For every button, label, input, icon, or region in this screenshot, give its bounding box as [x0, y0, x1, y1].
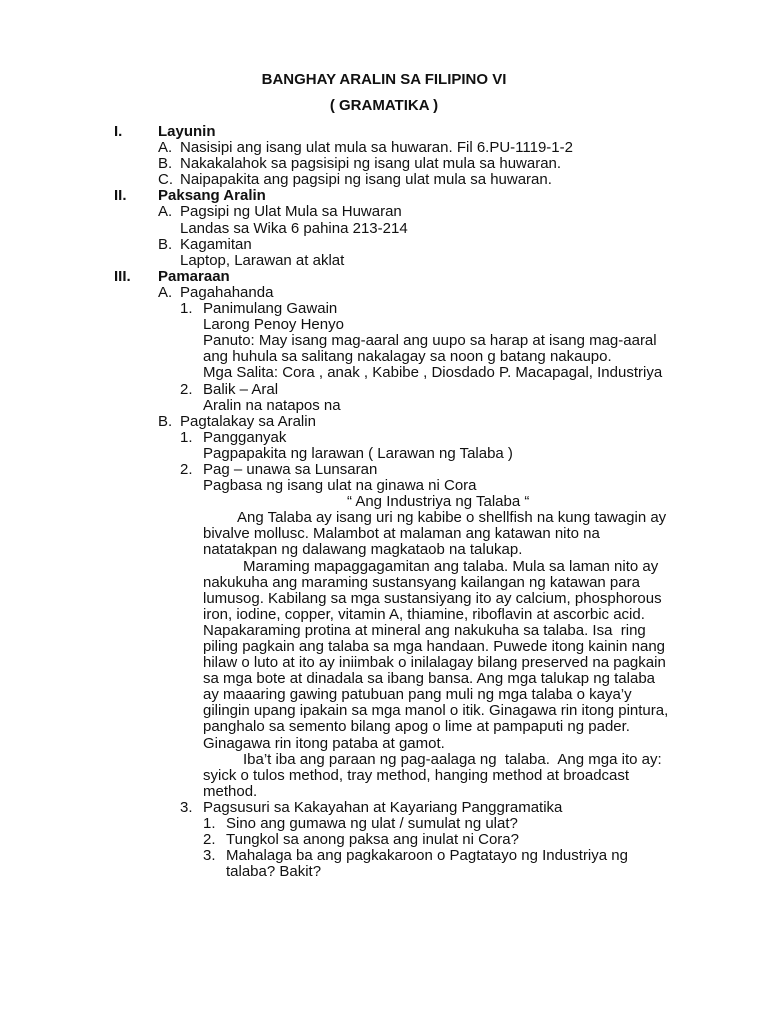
document-title: BANGHAY ARALIN SA FILIPINO VI [261, 71, 507, 88]
procedure-step [0, 301, 768, 317]
detail-text: Mga Salita: Cora , anak , Kabibe , Diosdado P. Macapagal, Industriya [203, 364, 663, 382]
item-detail [0, 253, 768, 269]
section-numeral: II. [114, 187, 127, 205]
report-text: ay maaaring gawing patubuan pang muli ng mga talaba o kaya’y [203, 686, 632, 704]
objective-item [0, 156, 768, 172]
report-line [0, 526, 768, 542]
item-text: Nasisipi ang isang ulat mula sa huwaran. Fil 6.PU-1119-1-2 [180, 139, 573, 157]
report-text: syick o tulos method, tray method, hanging method at broadcast [203, 766, 630, 784]
question-marker: 3. [203, 847, 216, 865]
step-marker: 3. [180, 798, 193, 816]
report-line [0, 687, 768, 703]
step-detail [0, 478, 768, 494]
report-line [0, 752, 768, 768]
objective-item [0, 172, 768, 188]
question-text: talaba? Bakit? [226, 863, 322, 881]
report-line [0, 623, 768, 639]
step-detail [0, 349, 768, 365]
report-line [0, 639, 768, 655]
item-marker: B. [158, 235, 173, 253]
report-text: iron, iodine, copper, vitamin A, thiamine, riboflavin at ascorbic acid. [203, 605, 645, 623]
detail-text: Landas sa Wika 6 pahina 213-214 [180, 219, 408, 237]
step-marker: 1. [180, 300, 193, 318]
report-text: bivalve mollusc. Malambot at malaman ang katawan nito na [203, 525, 600, 543]
report-text: Ang Talaba ay isang uri ng kabibe o shellfish na kung tawagin ay [237, 509, 667, 527]
report-line [0, 703, 768, 719]
question-marker: 2. [203, 831, 216, 849]
report-line [0, 510, 768, 526]
procedure-step [0, 430, 768, 446]
detail-text: Laptop, Larawan at aklat [180, 251, 345, 269]
document-subtitle: ( GRAMATIKA ) [329, 97, 439, 114]
detail-text: Pagbasa ng isang ulat na ginawa ni Cora [203, 477, 477, 495]
section-heading: Pamaraan [158, 267, 230, 285]
item-text: Pagsipi ng Ulat Mula sa Huwaran [180, 203, 402, 221]
step-text: Panimulang Gawain [203, 300, 338, 318]
procedure-item [0, 285, 768, 301]
step-text: Pag – unawa sa Lunsaran [203, 460, 378, 478]
procedure-item [0, 414, 768, 430]
item-text: Kagamitan [180, 235, 252, 253]
step-detail [0, 365, 768, 381]
procedure-step [0, 382, 768, 398]
report-text: hilaw o luto at ito ay iniimbak o inilalagay bilang preserved na pagkain [203, 654, 666, 672]
item-text: Pagtalakay sa Aralin [180, 412, 316, 430]
report-text: panghalo sa semento bilang apog o lime at pampaputi ng pader. [203, 718, 630, 736]
question-text: Mahalaga ba ang pagkakaroon o Pagtatayo ng Industriya ng [226, 847, 628, 865]
question-text: Sino ang gumawa ng ulat / sumulat ng ulat? [226, 815, 518, 833]
step-text: Pagsusuri sa Kakayahan at Kayariang Panggramatika [203, 798, 563, 816]
report-line [0, 575, 768, 591]
item-marker: A. [158, 203, 173, 221]
section-heading-row [0, 269, 768, 285]
item-marker: A. [158, 283, 173, 301]
step-marker: 2. [180, 380, 193, 398]
objective-item [0, 140, 768, 156]
section-heading: Layunin [158, 123, 216, 140]
item-text: Pagahahanda [180, 283, 274, 301]
procedure-step [0, 462, 768, 478]
report-text: piling pagkain ang talaba sa mga handaan. Puwede itong kainin nang [203, 638, 666, 655]
question-item [0, 816, 768, 832]
item-text: Nakakalahok sa pagsisipi ng isang ulat mula sa huwaran. [180, 155, 562, 173]
step-detail [0, 333, 768, 349]
section-numeral: III. [114, 267, 131, 285]
report-text: gilingin upang ipakain sa mga manol o itik. Ginagawa rin itong pintura, [203, 702, 669, 720]
report-line [0, 671, 768, 687]
detail-text: Panuto: May isang mag-aaral ang uupo sa harap at isang mag-aaral [203, 332, 657, 350]
question-text: Tungkol sa anong paksa ang inulat ni Cora? [226, 831, 519, 849]
question-continuation [0, 864, 768, 880]
report-line [0, 591, 768, 607]
report-line [0, 736, 768, 752]
report-text: Maraming mapaggagamitan ang talaba. Mula sa laman nito ay [243, 557, 659, 575]
item-marker: B. [158, 412, 173, 430]
section-numeral: I. [114, 123, 123, 140]
procedure-step [0, 800, 768, 816]
step-marker: 2. [180, 460, 193, 478]
step-text: Balik – Aral [203, 380, 279, 398]
report-line [0, 607, 768, 623]
report-line [0, 655, 768, 671]
report-text: Napakaraming protina at mineral ang nakukuha sa talaba. Isa ring [203, 621, 646, 639]
question-item [0, 848, 768, 864]
report-text: Iba’t iba ang paraan ng pag-aalaga ng talaba. Ang mga ito ay: [243, 750, 662, 768]
section-heading: Paksang Aralin [158, 187, 266, 205]
detail-text: Aralin na natapos na [203, 396, 341, 414]
question-marker: 1. [203, 815, 216, 833]
detail-text: ang huhula sa salitang nakalagay sa noon g batang nakaupo. [203, 348, 612, 366]
report-line [0, 559, 768, 575]
report-text: method. [203, 782, 258, 800]
section-heading-row [0, 188, 768, 204]
item-detail [0, 221, 768, 237]
report-title: “ Ang Industriya ng Talaba “ [347, 493, 530, 511]
report-line [0, 542, 768, 558]
report-title-row [0, 494, 768, 510]
subject-item [0, 237, 768, 253]
section-heading-row [0, 124, 768, 140]
step-detail [0, 446, 768, 462]
item-marker: B. [158, 155, 173, 173]
detail-text: Pagpapakita ng larawan ( Larawan ng Talaba ) [203, 444, 513, 462]
step-detail [0, 398, 768, 414]
report-line [0, 719, 768, 735]
step-marker: 1. [180, 428, 193, 446]
report-line [0, 768, 768, 784]
step-text: Pangganyak [203, 428, 287, 446]
detail-text: Larong Penoy Henyo [203, 316, 344, 334]
subject-item [0, 204, 768, 220]
report-text: lumusog. Kabilang sa mga sustansiyang ito ay calcium, phosphorous [203, 589, 662, 607]
report-text: natatakpan ng dalawang magkataob na talukap. [203, 541, 523, 559]
report-text: nakukuha ang maraming sustansyang kailangan ng katawan para [203, 573, 640, 591]
question-item [0, 832, 768, 848]
step-detail [0, 317, 768, 333]
item-marker: A. [158, 139, 173, 157]
item-marker: C. [158, 171, 173, 189]
report-text: sa mga bote at dinadala sa ibang bansa. Ang mga talukap ng talaba [203, 670, 655, 688]
document-body [0, 124, 768, 880]
report-text: Ginagawa rin itong pataba at gamot. [203, 734, 445, 752]
item-text: Naipapakita ang pagsipi ng isang ulat mula sa huwaran. [180, 171, 552, 189]
report-line [0, 784, 768, 800]
